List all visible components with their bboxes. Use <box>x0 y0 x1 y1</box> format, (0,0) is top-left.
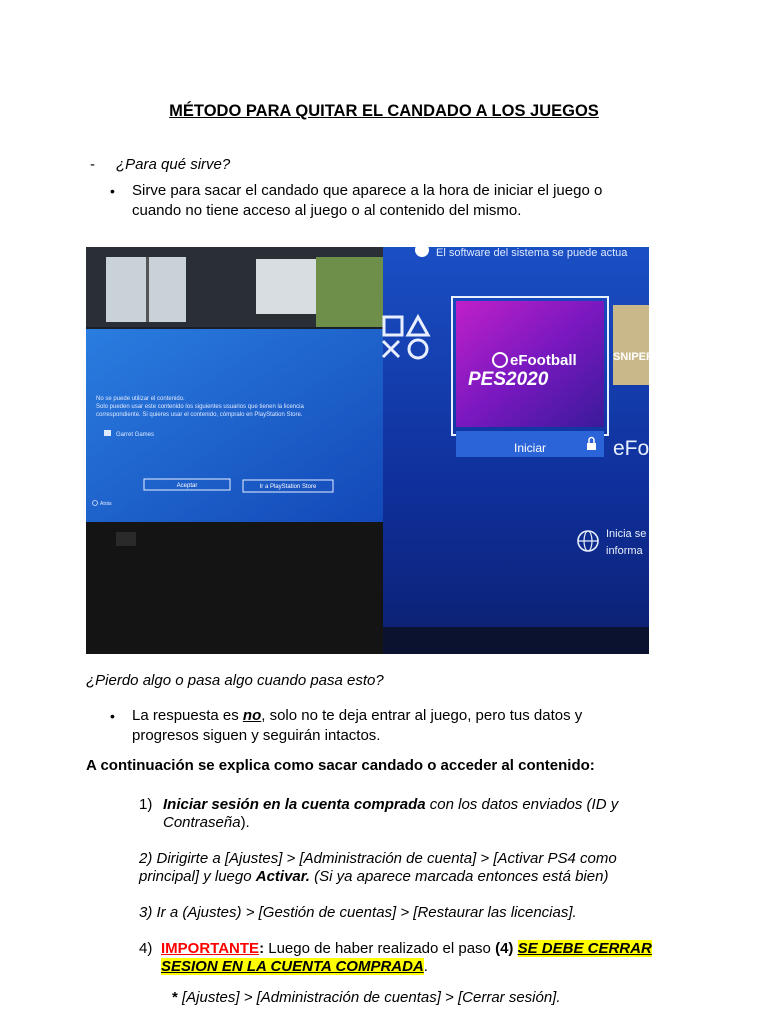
game-brand: eFootball <box>510 352 577 369</box>
notice-text: El software del sistema se puede actua <box>436 247 628 259</box>
step-1-bold: Iniciar sesión en la cuenta comprada <box>163 796 426 813</box>
bullet-marker: • <box>110 183 115 199</box>
logout-path: * [Ajustes] > [Administración de cuentas] > [Cerrar sesión]. <box>172 989 561 1006</box>
dash-marker: - <box>90 156 95 173</box>
start-label: Iniciar <box>514 441 547 455</box>
side-tile-text: SNIPER <box>613 351 654 363</box>
intro-question <box>90 156 230 173</box>
info-line-2: informa <box>606 545 643 557</box>
step-1: 1) Iniciar sesión en la cuenta comprada con los datos enviados (ID y Contraseña). <box>139 796 619 831</box>
dialog-line-2: Solo pueden usar este contenido los siguientes usuarios que tienen la licencia <box>96 404 304 410</box>
dialog-user: Garret Games <box>116 432 155 438</box>
star-marker: * <box>172 989 178 1006</box>
side-text: eFo <box>613 437 650 460</box>
intro-answer <box>110 181 630 221</box>
important-label: IMPORTANTE <box>161 940 260 957</box>
screenshot-photo <box>86 247 654 654</box>
answer-2-text: La respuesta es no, solo no te deja entrar al juego, pero tus datos y progresos siguen y seguirán intactos. <box>132 707 583 744</box>
step-4: 4) IMPORTANTE: Luego de haber realizado el paso (4) SE DEBE CERRAR SESION EN LA CUENTA COMPRADA. <box>139 940 652 975</box>
dialog-line-3: correspondiente. Si quieres usar el contenido, cómpralo en PlayStation Store. <box>96 412 303 418</box>
store-label: Ir a PlayStation Store <box>259 484 317 490</box>
highlighted-warning: SE DEBE CERRAR SESION EN LA CUENTA COMPRADA <box>161 940 652 975</box>
game-title: PES2020 <box>468 369 549 390</box>
steps-heading: A continuación se explica como sacar candado o acceder al contenido: <box>86 757 595 774</box>
user-avatar-icon <box>104 430 111 436</box>
lock-icon <box>587 443 596 450</box>
document-title: MÉTODO PARA QUITAR EL CANDADO A LOS JUEGOS <box>169 102 599 120</box>
answer-2 <box>110 706 630 746</box>
photo-illustration <box>86 247 654 654</box>
accept-label: Aceptar <box>176 483 198 489</box>
step-1-number: 1) <box>139 796 153 813</box>
question-text: ¿Para qué sirve? <box>116 156 231 173</box>
dialog-line-1: No se puede utilizar el contenido. <box>96 396 185 402</box>
answer-text: Sirve para sacar el candado que aparece a la hora de iniciar el juego o cuando no tiene acceso al juego o al contenido del mismo. <box>132 182 603 219</box>
activar-emphasis: Activar. <box>255 868 310 885</box>
step-3: 3) Ir a (Ajustes) > [Gestión de cuentas] > [Restaurar las licencias]. <box>139 904 577 921</box>
step-2: 2) Dirigirte a [Ajustes] > [Administración de cuenta] > [Activar PS4 como principal] y luego Activar. (Si ya aparece marcada entonces está bien) <box>139 850 617 885</box>
no-emphasis: no <box>242 707 262 724</box>
step-4-number: 4) <box>139 940 153 957</box>
step-ref: (4) <box>495 940 514 957</box>
bullet-marker-2: • <box>110 708 115 724</box>
question-2: ¿Pierdo algo o pasa algo cuando pasa esto? <box>86 672 384 689</box>
notice-icon <box>415 243 429 257</box>
back-label: Atrás <box>100 501 112 507</box>
info-line-1: Inicia se <box>606 528 647 540</box>
